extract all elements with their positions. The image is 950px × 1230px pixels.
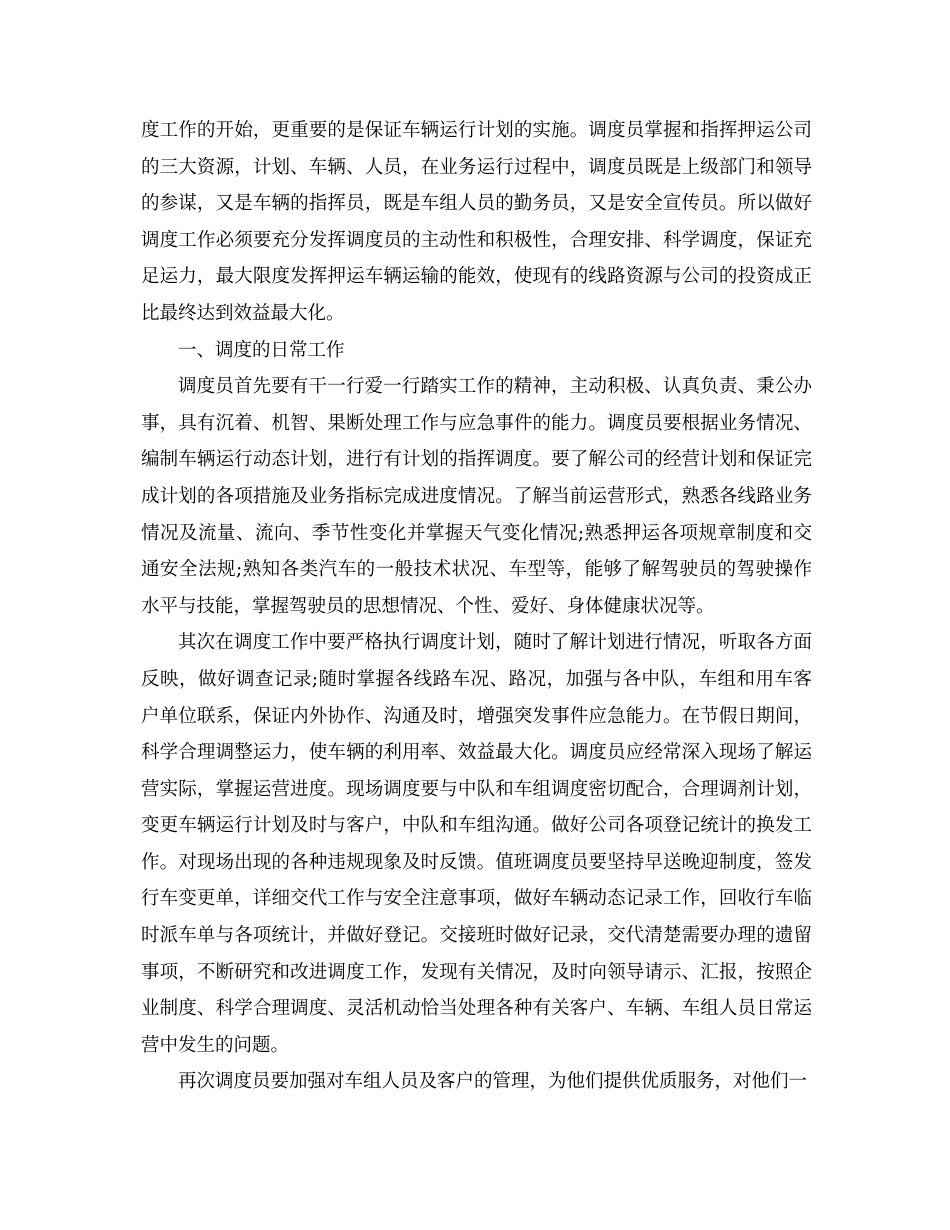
paragraph-crew-management: 再次调度员要加强对车组人员及客户的管理，为他们提供优质服务，对他们一	[178, 1071, 808, 1093]
paragraph-daily-work: 调度员首先要有干一行爱一行踏实工作的精神，主动积极、认真负责、秉公办事，具有沉着、机智、果断处理工作与应急事件的能力。调度员要根据业务情况、编制车辆运行动态计划，进行有计划的指挥调度。要了解公司的经营计划和保证完成计划的各项措施及业务指标完成进度情况。了解当前运营形式，熟悉各线路业务情况及流量、流向、季节性变化并掌握天气变化情况;熟悉押运各项规章制度和交通安全法规;熟知各类汽车的一般技术状况、车型等，能够了解驾驶员的驾驶操作水平与技能，掌握驾驶员的思想情况、个性、爱好、身体健康状况等。	[141, 376, 812, 617]
paragraph-continuation: 度工作的开始，更重要的是保证车辆运行计划的实施。调度员掌握和指挥押运公司的三大资源，计划、车辆、人员，在业务运行过程中，调度员既是上级部门和领导的参谋，又是车辆的指挥员，既是车组人员的勤务员，又是安全宣传员。所以做好调度工作必须要充分发挥调度员的主动性和积极性，合理安排、科学调度，保证充足运力，最大限度发挥押运车辆运输的能效，使现有的线路资源与公司的投资成正比最终达到效益最大化。	[141, 120, 812, 324]
section-heading: 一、调度的日常工作	[178, 339, 345, 361]
document-body	[141, 113, 812, 1101]
paragraph-schedule-execution: 其次在调度工作中要严格执行调度计划，随时了解计划进行情况，听取各方面反映，做好调查记录;随时掌握各线路车况、路况，加强与各中队，车组和用车客户单位联系，保证内外协作、沟通及时，增强突发事件应急能力。在节假日期间，科学合理调整运力，使车辆的利用率、效益最大化。调度员应经常深入现场了解运营实际，掌握运营进度。现场调度要与中队和车组调度密切配合，合理调剂计划，变更车辆运行计划及时与客户，中队和车组沟通。做好公司各项登记统计的换发工作。对现场出现的各种违规现象及时反馈。值班调度员要坚持早送晚迎制度，签发行车变更单，详细交代工作与安全注意事项，做好车辆动态记录工作，回收行车临时派车单与各项统计，并做好登记。交接班时做好记录，交代清楚需要办理的遗留事项，不断研究和改进调度工作，发现有关情况，及时向领导请示、汇报，按照企业制度、科学合理调度、灵活机动恰当处理各种有关客户、车辆、车组人员日常运营中发生的问题。	[141, 632, 812, 1056]
